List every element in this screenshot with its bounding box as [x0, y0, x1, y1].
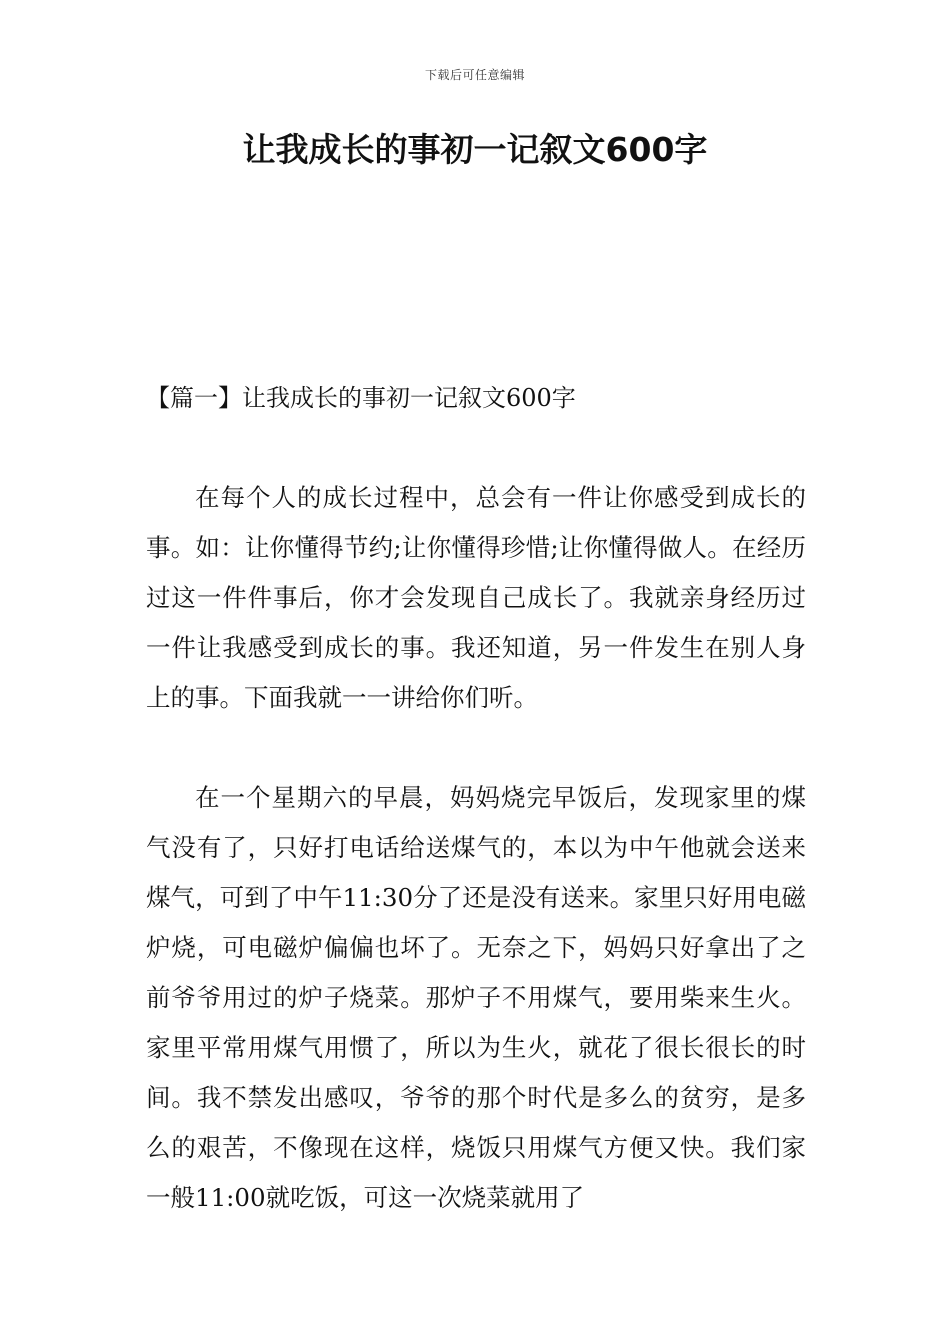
- body-paragraph: 在每个人的成长过程中，总会有一件让你感受到成长的事。如：让你懂得节约;让你懂得珍惜;让你懂得做人。在经历过这一件件事后，你才会发现自己成长了。我就亲身经历过一件让我感受到成长的事。我还知道，另一件发生在别人身上的事。下面我就一一讲给你们听。: [146, 483, 806, 712]
- body-paragraph: 在一个星期六的早晨，妈妈烧完早饭后，发现家里的煤气没有了，只好打电话给送煤气的，本以为中午他就会送来煤气，可到了中午11:30分了还是没有送来。家里只好用电磁炉烧，可电磁炉偏偏也坏了。无奈之下，妈妈只好拿出了之前爷爷用过的炉子烧菜。那炉子不用煤气，要用柴来生火。家里平常用煤气用惯了，所以为生火，就花了很长很长的时间。我不禁发出感叹，爷爷的那个时代是多么的贫穷，是多么的艰苦，不像现在这样，烧饭只用煤气方便又快。我们家一般11:00就吃饭，可这一次烧菜就用了: [146, 783, 806, 1212]
- document-title: 让我成长的事初一记叙文600字: [242, 130, 708, 169]
- header-note: 下载后可任意编辑: [424, 68, 525, 82]
- section-heading: 【篇一】让我成长的事初一记叙文600字: [146, 384, 576, 412]
